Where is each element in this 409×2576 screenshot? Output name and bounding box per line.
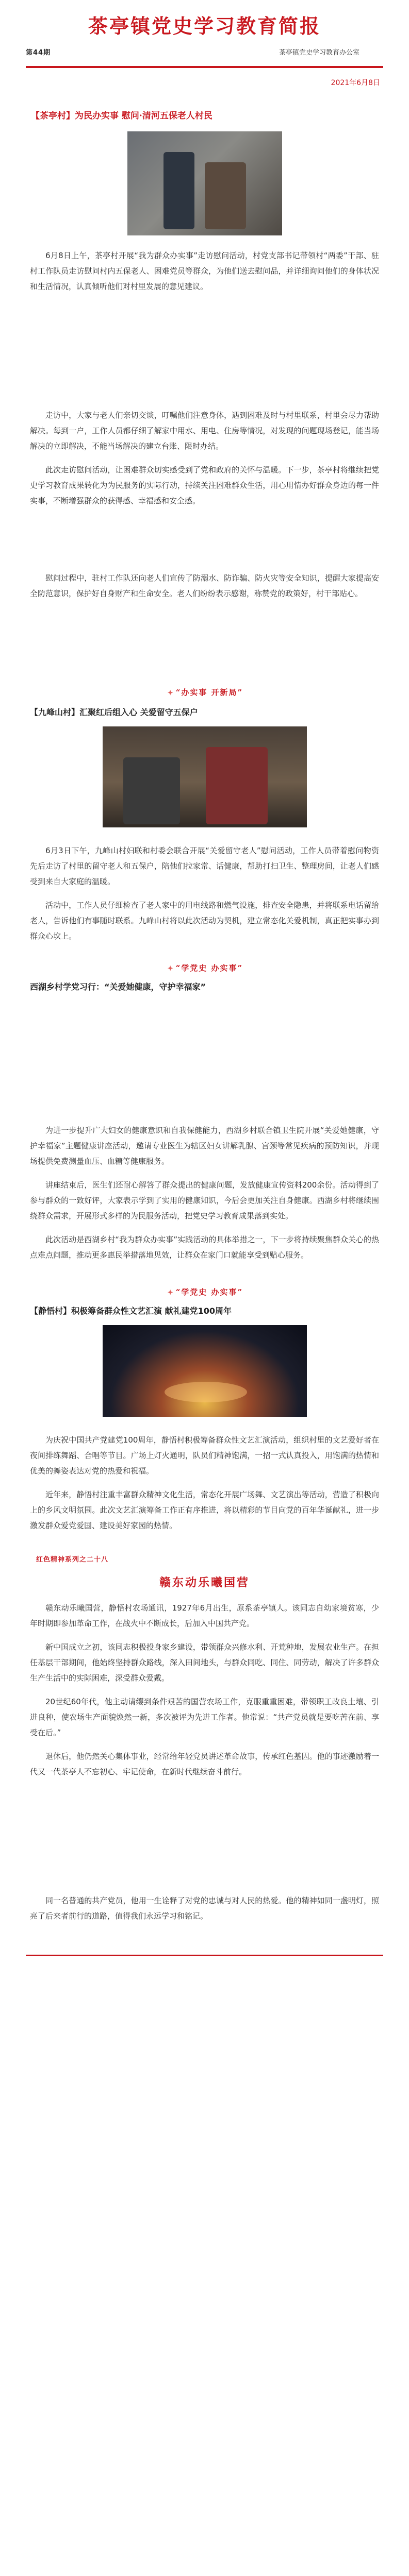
- photo-figure: [163, 152, 194, 229]
- masthead-rule: [26, 66, 383, 68]
- paragraph: 赣东动乐曦国营，静悟村农场通讯，1927年6月出生，原系茶亭镇人。该同志自幼家境贫寒，少年时期即参加革命工作，在战火中不断成长，后加入中国共产党。: [30, 1603, 379, 1628]
- masthead: [0, 0, 409, 66]
- paragraph: 20世纪60年代，他主动请缨到条件艰苦的国营农场工作，克服重重困难，带领职工改良土壤、引进良种，使农场生产面貌焕然一新，多次被评为先进工作者。他常说：“共产党员就是要吃苦在前、享受在后。”: [30, 1697, 379, 1737]
- section-heading-text: 【静悟村】积极筹备群众性文艺汇演 献礼建党100周年: [30, 1306, 232, 1316]
- photo-figure: [205, 162, 246, 229]
- stage-light: [165, 1382, 247, 1402]
- paragraph: 同一名普通的共产党员，他用一生诠释了对党的忠诚与对人民的热爱。他的精神如同一盏明灯，照亮了后来者前行的道路，值得我们永远学习和铭记。: [30, 1896, 379, 1921]
- photo-care: [103, 726, 307, 827]
- section-heading-text: 【九峰山村】汇聚红后组入心 关爱留守五保户: [30, 707, 198, 717]
- photo-visit: [127, 131, 282, 235]
- issue-bar: [26, 47, 383, 60]
- paragraph: 近年来，静悟村注重丰富群众精神文化生活，常态化开展广场舞、文艺演出等活动，营造了积极向上的乡风文明氛围。此次文艺汇演筹备工作正有序推进，将以精彩的节目向党的百年华诞献礼，进一步激发群众爱党爱国、建设美好家园的热情。: [30, 1490, 379, 1530]
- photo-performance: [103, 1325, 307, 1417]
- paragraph: 慰问过程中，驻村工作队还向老人们宣传了防溺水、防诈骗、防火灾等安全知识，提醒大家提高安全防范意识，保护好自身财产和生命安全。老人们纷纷表示感谢，称赞党的政策好，村干部贴心。: [30, 573, 379, 598]
- paragraph: 新中国成立之初，该同志积极投身家乡建设，带领群众兴修水利、开荒种地，发展农业生产。在担任基层干部期间，他始终坚持群众路线，深入田间地头，与群众同吃、同住、同劳动，解决了许多群众生产生活中的实际困难，深受群众爱戴。: [30, 1642, 379, 1683]
- section-heading-2: [30, 706, 379, 719]
- section-heading-3: [30, 980, 379, 994]
- section-heading-text: 【茶亭村】为民办实事 慰问·清河五保老人村民: [31, 111, 212, 121]
- banner-tag-text: “学党史 办实事”: [175, 963, 243, 973]
- bulletin-title: 茶亭镇党史学习教育简报: [88, 14, 321, 38]
- banner-tag-text: “办实事 开新局”: [175, 688, 243, 697]
- paragraph: 走访中，大家与老人们亲切交谈，叮嘱他们注意身体，遇到困难及时与村里联系，村里会尽力帮助解决。每到一户，工作人员都仔细了解家中用水、用电、住房等情况，对发现的问题现场登记，能当场解决的立即解决，不能当场解决的建立台账、限时办结。: [30, 411, 379, 451]
- article-title: 赣东动乐曦国营: [159, 1576, 250, 1589]
- paragraph: 此次活动是西湖乡村“我为群众办实事”实践活动的具体举措之一，下一步将持续聚焦群众关心的热点难点问题，推动更多惠民举措落地见效，让群众在家门口就能享受到贴心服务。: [30, 1235, 379, 1260]
- paragraph: 为庆祝中国共产党建党100周年，静悟村积极筹备群众性文艺汇演活动，组织村里的文艺爱好者在夜间排练舞蹈、合唱等节目。广场上灯火通明，队员们精神饱满，一招一式认真投入，用饱满的热情和优美的舞姿表达对党的热爱和祝福。: [30, 1435, 379, 1476]
- section-heading-1: [31, 108, 378, 121]
- issue-number: 第44期: [26, 49, 51, 57]
- section-heading-text: 西湖乡村学党习行：“关爱她健康，守护幸福家”: [30, 982, 206, 992]
- publisher: 茶亭镇党史学习教育办公室: [279, 49, 359, 57]
- series-label: 红色精神系列之二十八: [36, 1556, 109, 1564]
- banner-tag: [159, 1283, 250, 1300]
- banner-tag: [159, 684, 250, 701]
- footer-rule: [26, 1955, 383, 1956]
- paragraph: 6月3日下午，九峰山村妇联和村委会联合开展“关爱留守老人”慰问活动，工作人员带着慰问物资先后走访了村里的留守老人和五保户，陪他们拉家常、话健康，帮助打扫卫生、整理房间，让老人们感受到来自大家庭的温暖。: [30, 846, 379, 886]
- paragraph: 此次走访慰问活动，让困难群众切实感受到了党和政府的关怀与温暖。下一步，茶亭村将继续把党史学习教育成果转化为为民服务的实际行动，持续关注困难群众生活，用心用情办好群众身边的每一件实事，不断增强群众的获得感、幸福感和安全感。: [30, 465, 379, 505]
- paragraph: 为进一步提升广大妇女的健康意识和自我保健能力，西湖乡村联合镇卫生院开展“关爱她健康，守护幸福家”主题健康讲座活动，邀请专业医生为辖区妇女讲解乳腺、宫颈等常见疾病的预防知识，并现场提供免费测量血压、血糖等健康服务。: [30, 1126, 379, 1166]
- star-icon: ✦: [167, 689, 174, 697]
- photo-figure: [206, 747, 268, 824]
- paragraph: 6月8日上午，茶亭村开展“我为群众办实事”走访慰问活动，村党支部书记带领村“两委”干部、驻村工作队员走访慰问村内五保老人、困难党员等群众，为他们送去慰问品，并详细询问他们的身体状况和生活情况，认真倾听他们对村里发展的意见建议。: [30, 251, 379, 291]
- issue-date: 2021年6月8日: [331, 79, 380, 87]
- photo-figure: [123, 757, 180, 824]
- banner-tag: [159, 959, 250, 976]
- star-icon: ✦: [167, 965, 174, 973]
- banner-tag-text: “学党史 办实事”: [175, 1287, 243, 1297]
- star-icon: ✦: [167, 1289, 174, 1297]
- paragraph: 活动中，工作人员仔细检查了老人家中的用电线路和燃气设施，排查安全隐患，并将联系电话留给老人，告诉他们有事随时联系。九峰山村将以此次活动为契机，建立常态化关爱机制，真正把实事办到群众心坎上。: [30, 901, 379, 941]
- paragraph: 讲座结束后，医生们还耐心解答了群众提出的健康问题，发放健康宣传资料200余份。活动得到了参与群众的一致好评，大家表示学到了实用的健康知识，今后会更加关注自身健康。西湖乡村将继续围绕群众需求，开展形式多样的为民服务活动，把党史学习教育成果落到实处。: [30, 1180, 379, 1221]
- section-heading-4: [30, 1304, 379, 1318]
- paragraph: 退休后，他仍然关心集体事业，经常给年轻党员讲述革命故事，传承红色基因。他的事迹激励着一代又一代茶亭人不忘初心、牢记使命，在新时代继续奋斗前行。: [30, 1752, 379, 1776]
